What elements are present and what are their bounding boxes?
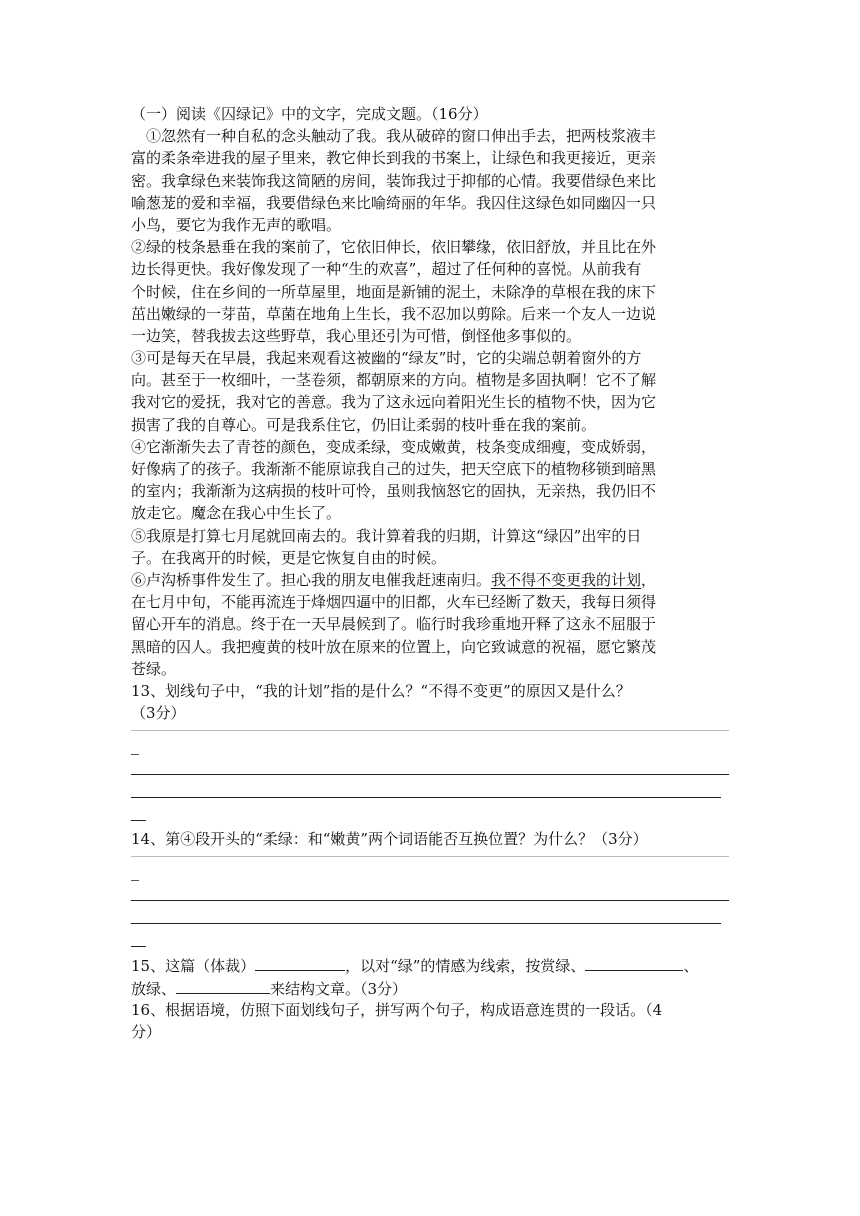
question-text-part: 放绿、: [131, 979, 177, 998]
passage-line: 个时候，住在乡间的一所草屋里，地面是新铺的泥土，未除净的草根在我的床下: [131, 282, 657, 301]
question-13: [131, 680, 729, 828]
passage-line: ②绿的枝条悬垂在我的案前了，它依旧伸长，依旧攀缘，依旧舒放，并且比在外: [131, 238, 657, 257]
question-text: [131, 954, 729, 976]
passage-line: 留心开车的消息。终于在一天早晨候到了。临行时我珍重地开释了这永不屈服于: [131, 615, 657, 634]
passage-line: ③可是每天在早晨，我起来观看这被幽的“绿友”时，它的尖端总朝着窗外的方: [131, 349, 642, 368]
passage-line: 的室内；我渐渐为这病损的枝叶可怜，虽则我恼怒它的固执，无亲热，我仍旧不: [131, 482, 657, 501]
passage-line: 富的柔条牵进我的屋子里来，教它伸长到我的书案上，让绿色和我更接近，更亲: [131, 149, 657, 168]
passage-line: 苍绿。: [131, 659, 177, 678]
section-title: （一）阅读《囚绿记》中的文字，完成文题。（16分）: [131, 105, 488, 123]
passage-line: 放走它。魔念在我心中生长了。: [131, 504, 342, 523]
answer-line: [131, 797, 721, 798]
passage-line: ⑤我原是打算七月尾就回南去的。我计算着我的归期，计算这“绿囚”出牢的日: [131, 526, 642, 545]
passage-line: 黑暗的囚人。我把瘦黄的枝叶放在原来的位置上，向它致诚意的祝福，愿它繁茂: [131, 637, 657, 656]
passage-line: ④它渐渐失去了青苍的颜色，变成柔绿，变成嫩黄，枝条变成细瘦，变成娇弱，: [131, 437, 657, 456]
passage-line: 喻葱茏的爱和幸福，我要借绿色来比喻绮丽的年华。我囚住这绿色如同幽囚一只: [131, 193, 657, 212]
passage-line: 密。我拿绿色来装饰我这简陋的房间，装饰我过于抑郁的心情。我要借绿色来比: [131, 171, 657, 190]
passage-line: 茁出嫩绿的一芽苗，草菌在地角上生长，我不忍加以剪除。后来一个友人一边说: [131, 304, 657, 323]
question-text: 16、根据语境，仿照下面划线句子，拼写两个句子，构成语意连贯的一段话。（4: [131, 1000, 663, 1019]
passage-line: [131, 569, 729, 591]
question-text-part: 来结构文章。（3分）: [270, 979, 408, 998]
question-text-part: ，以对“绿”的情感为线索，按赏绿、: [345, 957, 586, 976]
fill-blank-genre[interactable]: [255, 954, 345, 971]
passage-line: 我对它的爱抚，我对它的善意。我为了这永远向着阳光生长的植物不快，因为它: [131, 393, 657, 412]
answer-area-14[interactable]: [131, 856, 729, 922]
question-text: （3分）: [131, 704, 186, 723]
passage-line: 好像病了的孩子。我渐渐不能原谅我自己的过失，把天空底下的植物移锁到暗黑: [131, 460, 657, 478]
answer-line-stub: [131, 880, 139, 881]
answer-line: [131, 923, 721, 924]
answer-line: [131, 900, 729, 901]
question-16: [131, 999, 729, 1043]
answer-area-13[interactable]: [131, 730, 729, 796]
answer-line-stub: [131, 754, 139, 755]
paragraph-1: [131, 125, 729, 236]
question-text: 14、第④段开头的“柔绿：和“嫩黄”两个词语能否互换位置？为什么？（3分）: [131, 830, 648, 849]
question-text-part: 15、这篇（体裁）: [131, 957, 256, 976]
paragraph-2: [131, 236, 729, 347]
passage-line: 小鸟，要它为我作无声的歌唱。: [131, 215, 342, 234]
answer-line-stub: [131, 820, 146, 821]
question-text-part: 、: [683, 957, 699, 976]
paragraph-5: [131, 525, 729, 569]
paragraph-3: [131, 347, 729, 436]
passage-line: 损害了我的自尊心。可是我系住它，仍旧让柔弱的枝叶垂在我的案前。: [131, 415, 597, 434]
passage-line: 边长得更快。我好像发现了一种“生的欢喜”，超过了任何种的喜悦。从前我有: [131, 260, 642, 279]
question-text: [131, 977, 729, 999]
question-15: [131, 954, 729, 998]
passage-text: ⑥卢沟桥事件发生了。担心我的朋友电催我赶速南归。: [131, 570, 492, 589]
paragraph-6: [131, 569, 729, 680]
question-14: [131, 828, 729, 954]
answer-line: [131, 730, 729, 731]
fill-blank-2[interactable]: [585, 954, 683, 971]
paragraph-4: [131, 436, 729, 525]
answer-line: [131, 856, 729, 857]
passage-line: 向。甚至于一枚细叶，一茎卷须，都朝原来的方向。植物是多固执啊！它不了解: [131, 371, 657, 390]
answer-line: [131, 774, 729, 775]
question-text: 分）: [131, 1023, 162, 1041]
fill-blank-3[interactable]: [176, 977, 270, 994]
passage-line: 在七月中旬，不能再流连于烽烟四逼中的旧都，火车已经断了数天，我每日须得: [131, 593, 657, 612]
passage: [131, 125, 729, 680]
exam-page: [131, 103, 729, 1043]
passage-line: ①忽然有一种自私的念头触动了我。我从破碎的窗口伸出手去，把两枝浆液丰: [131, 127, 657, 146]
passage-text: ，: [641, 570, 657, 589]
question-text: 13、划线句子中，“我的计划”指的是什么？“不得不变更”的原因又是什么？: [131, 681, 631, 700]
passage-line: 子。在我离开的时候，更是它恢复自由的时候。: [131, 548, 447, 567]
passage-line: 一边笑，替我拔去这些野草，我心里还引为可惜，倒怪他多事似的。: [131, 326, 582, 345]
underlined-sentence: 我不得不变更我的计划: [491, 570, 642, 589]
answer-line-stub: [131, 946, 146, 947]
